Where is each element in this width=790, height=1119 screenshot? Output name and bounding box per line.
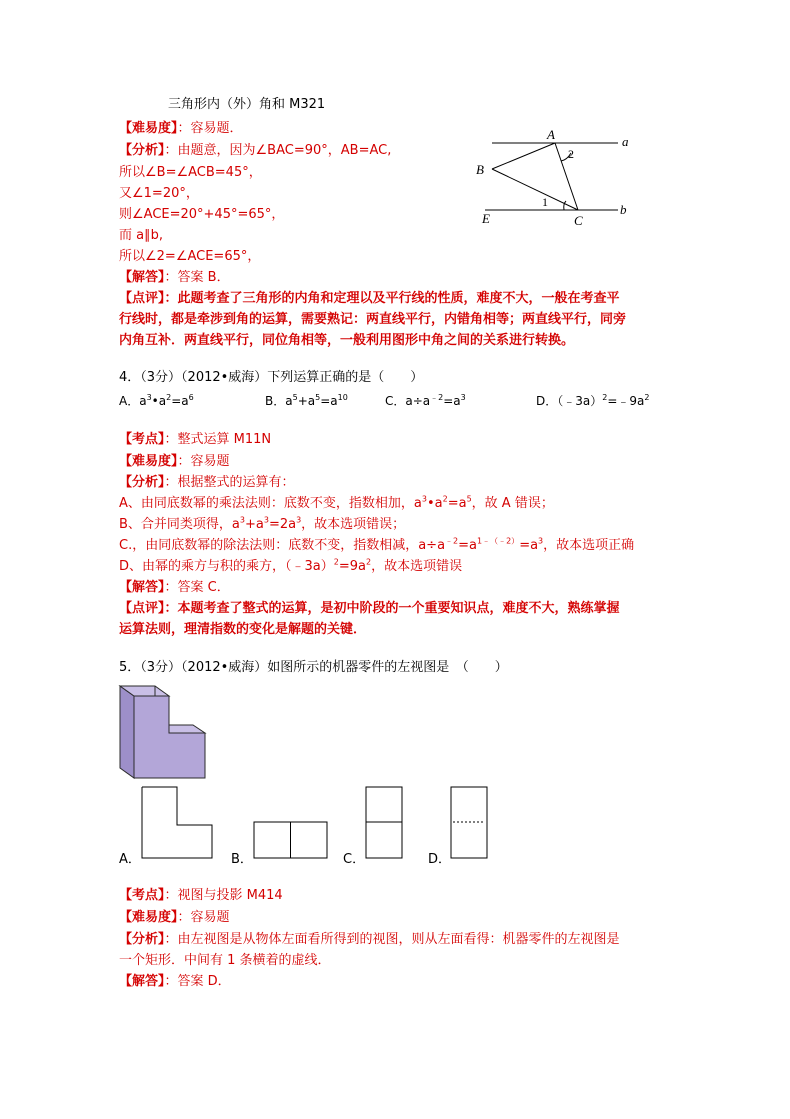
- analysis-label: 【分析】: [119, 143, 165, 158]
- q4-option-b-exp1: 5: [292, 393, 298, 402]
- q4-a-e3: 5: [466, 494, 472, 504]
- q4-option-c-text: a÷a: [405, 394, 431, 408]
- label-b: b: [620, 202, 627, 217]
- section-title: 三角形内（外）角和 M321: [168, 97, 326, 112]
- q4-analysis-b: [119, 515, 405, 535]
- q4-option-d-label: D．: [536, 394, 558, 408]
- q5-analysis-text: ：由左视图是从物体左面看所得到的视图，则从左面看得：机器零件的左视图是: [164, 932, 620, 947]
- comment-label: 【点评】: [119, 291, 165, 306]
- q5-difficulty-line: [119, 908, 230, 928]
- q4-d-e2: 2: [365, 557, 372, 567]
- comment-line-1: [119, 289, 620, 309]
- q4-option-b-plus: +a: [297, 394, 316, 408]
- q4-c-e2: 1﹣（﹣2）: [477, 536, 520, 546]
- q4-b-post: ，故本选项错误；: [301, 517, 406, 532]
- q4-b-eq: =2a: [268, 517, 297, 532]
- q4-c-eq2: =a: [519, 538, 539, 553]
- difficulty-label: 【难易度】: [119, 121, 178, 136]
- q4-comment-label: 【点评】: [119, 601, 165, 616]
- q5-difficulty-label: 【难易度】: [119, 910, 178, 925]
- q4-option-c-exp2: 3: [460, 393, 466, 402]
- q4-option-c-exp1: ﹣2: [430, 393, 444, 402]
- analysis-text: ：由题意，因为∠BAC=90°，AB=AC,: [164, 143, 392, 158]
- analysis-line-4: 则∠ACE=20°+45°=65°，: [119, 207, 285, 222]
- q4-option-a-eq: =a: [171, 394, 189, 408]
- q4-difficulty-value: ：容易题: [177, 454, 230, 469]
- q5-answer-label: 【解答】: [119, 974, 165, 989]
- q5-option-a-label: A．: [119, 852, 141, 867]
- label-B: B: [476, 162, 484, 177]
- q5-option-c-figure: [364, 785, 404, 861]
- q5-option-b-figure: [252, 820, 330, 860]
- q5-option-c-label: C．: [343, 852, 366, 867]
- q4-analysis-line: [119, 473, 295, 493]
- answer-label: 【解答】: [119, 270, 165, 285]
- part-step-top: [169, 725, 205, 733]
- comment-text: ：此题考查了三角形的内角和定理以及平行线的性质，难度不大，一般在考查平: [164, 291, 620, 306]
- q4-answer-line: [119, 578, 230, 598]
- q4-difficulty-label: 【难易度】: [119, 454, 178, 469]
- q5-difficulty-value: ：容易题: [177, 910, 230, 925]
- q4-b-pre: B、合并同类项得，a: [119, 517, 240, 532]
- q4-option-a-exp1: 3: [146, 393, 152, 402]
- q5-option-b-label: B．: [231, 852, 253, 867]
- q4-a-e1: 3: [421, 494, 427, 504]
- q5-analysis-label: 【分析】: [119, 932, 165, 947]
- q5-point-value: ：视图与投影 M414: [164, 888, 283, 903]
- label-2: 2: [568, 147, 574, 161]
- q4-d-e1: 2: [333, 557, 339, 567]
- q4-a-post: ，故 A 错误；: [471, 496, 554, 511]
- q4-point-label: 【考点】: [119, 432, 165, 447]
- triangle-figure: [470, 122, 640, 232]
- q4-option-d-exp2: 2: [644, 393, 650, 402]
- analysis-line-2: 所以∠B=∠ACB=45°，: [119, 165, 262, 180]
- q4-c-eq: =a: [458, 538, 477, 553]
- q4-c-e3: 3: [538, 536, 544, 546]
- q5-analysis-line-1: [119, 930, 620, 950]
- q4-c-e1: ﹣2: [445, 536, 459, 546]
- label-A: A: [547, 127, 555, 142]
- q4-point-value: ：整式运算 M11N: [164, 432, 272, 447]
- q5-option-d-label: D．: [428, 852, 452, 867]
- analysis-line-5: 而 a∥b,: [119, 228, 163, 243]
- q4-a-eq: =a: [447, 496, 467, 511]
- q4-b-e1: 3: [239, 515, 245, 525]
- q4-option-c-label: C．: [385, 394, 406, 408]
- q4-option-a: [119, 391, 194, 411]
- q4-option-c-eq: =a: [443, 394, 461, 408]
- analysis-line-6: 所以∠2=∠ACE=65°，: [119, 249, 261, 264]
- q4-b-mid: +a: [244, 517, 264, 532]
- comment-line-3: 内角互补．两直线平行，同位角相等，一般利用图形中角之间的关系进行转换。: [119, 333, 575, 348]
- label-1: 1: [542, 195, 548, 209]
- q5-option-d-figure: [449, 785, 489, 861]
- q4-option-a-base: a: [139, 394, 147, 408]
- q4-analysis-label: 【分析】: [119, 475, 165, 490]
- label-C: C: [574, 213, 583, 228]
- q4-option-b: [265, 391, 348, 411]
- q5-point-line: [119, 886, 283, 906]
- q4-c-post: ，故本选项正确: [543, 538, 635, 553]
- q4-analysis-value: ：根据整式的运算有：: [164, 475, 295, 490]
- q4-option-b-base: a: [285, 394, 293, 408]
- q4-d-pre: D、由幂的乘方与积的乘方，（﹣3a）: [119, 559, 334, 574]
- comment-line-2: 行线时，都是牵涉到角的运算，需要熟记：两直线平行，内错角相等；两直线平行，同旁: [119, 312, 627, 327]
- q4-option-b-eq: =a: [320, 394, 338, 408]
- label-a: a: [622, 134, 629, 149]
- q4-option-b-exp2: 5: [315, 393, 321, 402]
- q4-answer-value: ：答案 C．: [164, 580, 230, 595]
- difficulty-value: ：容易题．: [177, 121, 243, 136]
- q5-point-label: 【考点】: [119, 888, 165, 903]
- q4-point-line: [119, 430, 271, 450]
- q5-option-a-figure: [140, 785, 215, 861]
- q5-stem: 5．（3分）（2012•威海）如图所示的机器零件的左视图是 （ ）: [119, 660, 508, 675]
- q4-option-b-exp3: 10: [337, 393, 348, 402]
- q5-answer-value: ：答案 D．: [164, 974, 231, 989]
- q4-answer-label: 【解答】: [119, 580, 165, 595]
- q4-option-a-exp2: 2: [166, 393, 172, 402]
- q4-stem: 4．（3分）（2012•威海）下列运算正确的是（ ）: [119, 370, 424, 385]
- q4-a-pre: A、由同底数幂的乘法法则：底数不变，指数相加，a: [119, 496, 422, 511]
- q4-analysis-d: [119, 557, 462, 577]
- analysis-line-1: [119, 141, 391, 161]
- q4-b-e2: 3: [263, 515, 269, 525]
- q4-d-post: ，故本选项错误: [371, 559, 463, 574]
- q4-comment-line-1: [119, 599, 620, 619]
- q4-option-a-exp3: 6: [188, 393, 194, 402]
- q4-a-e2: 2: [442, 494, 448, 504]
- q4-c-pre: C.，由同底数幂的除法法则：底数不变，指数相减，a÷a: [119, 538, 446, 553]
- q4-analysis-a: [119, 494, 554, 514]
- q4-comment-text: ：本题考查了整式的运算，是初中阶段的一个重要知识点，难度不大，熟练掌握: [164, 601, 620, 616]
- q4-option-d-text: （﹣3a）: [557, 394, 603, 408]
- label-E: E: [482, 211, 490, 226]
- q4-option-a-dot: •a: [151, 394, 167, 408]
- q4-difficulty-line: [119, 452, 230, 472]
- answer-value: ：答案 B．: [164, 270, 230, 285]
- q4-d-eq: =9a: [338, 559, 366, 574]
- q4-option-c: [385, 391, 466, 411]
- q4-a-mid: •a: [426, 496, 443, 511]
- answer-line: [119, 268, 230, 288]
- q5-analysis-line-2: 一个矩形．中间有 1 条横着的虚线．: [119, 953, 331, 968]
- q4-option-b-label: B．: [265, 394, 286, 408]
- analysis-line-3: 又∠1=20°，: [119, 186, 199, 201]
- machine-part-figure: [115, 682, 215, 782]
- difficulty-line: [119, 119, 243, 139]
- q5-answer-line: [119, 972, 231, 992]
- q4-analysis-c: [119, 536, 634, 556]
- q4-option-d-eq: =﹣9a: [607, 394, 645, 408]
- q4-b-e3: 3: [296, 515, 302, 525]
- q4-option-d-exp1: 2: [602, 393, 608, 402]
- q4-option-d: [536, 391, 649, 411]
- part-side-face: [120, 686, 134, 778]
- q4-option-a-label: A．: [119, 394, 140, 408]
- q4-comment-line-2: 运算法则，理清指数的变化是解题的关键．: [119, 622, 367, 637]
